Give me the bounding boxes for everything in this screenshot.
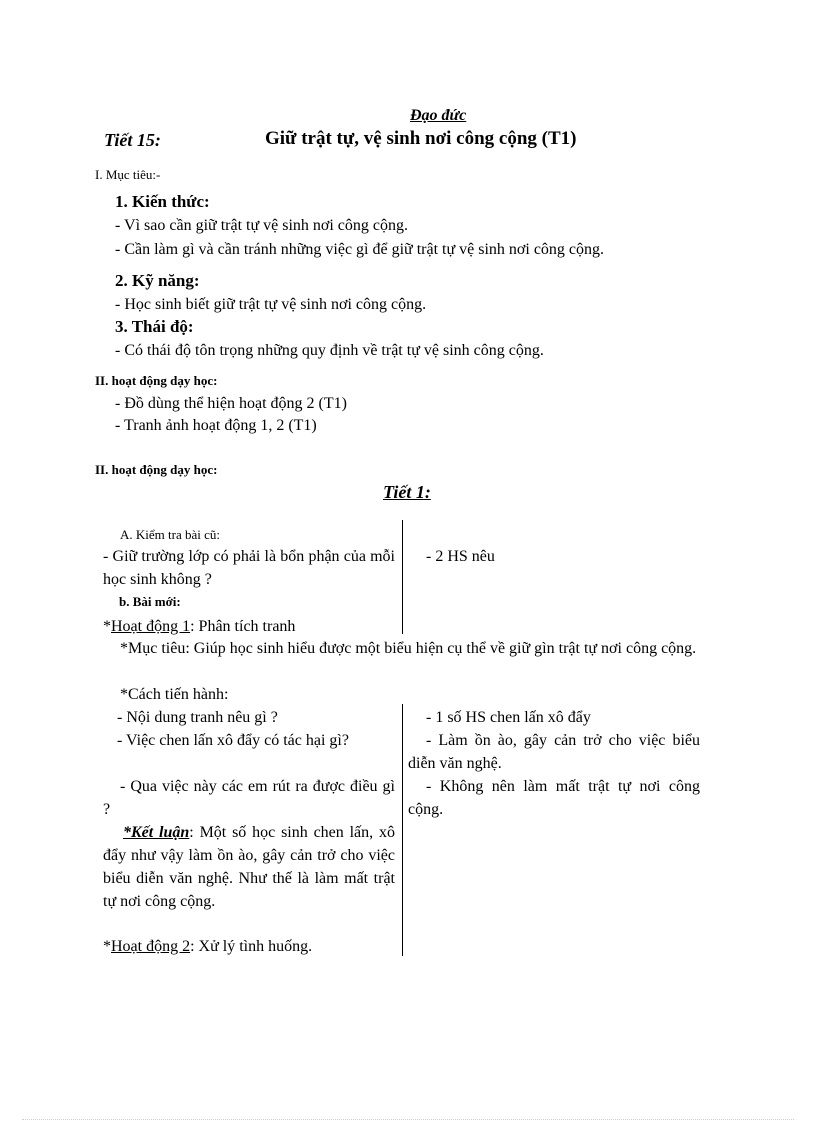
conclusion — [103, 821, 395, 913]
activity-1-label: Hoạt động 1 — [111, 618, 191, 635]
materials-item: - Đồ dùng thể hiện hoạt động 2 (T1) — [115, 395, 347, 412]
objectives-heading: I. Mục tiêu:- — [95, 167, 161, 182]
attitude-item: - Có thái độ tôn trọng những quy định về trật tự vệ sinh công cộng. — [115, 342, 544, 359]
column-divider — [402, 520, 403, 634]
materials-heading: II. hoạt động dạy học: — [95, 373, 218, 388]
activity-2-heading — [103, 935, 312, 958]
period-title: Tiết 1: — [383, 482, 431, 502]
activity-1-heading — [103, 615, 295, 638]
lesson-label: Tiết 15: — [104, 130, 161, 150]
method-label: *Cách tiến hành: — [120, 686, 229, 703]
activity-2-label: Hoạt động 2 — [111, 938, 191, 955]
answer-3: - Không nên làm mất trật tự nơi công cộng. — [408, 778, 700, 818]
new-lesson-heading: b. Bài mới: — [119, 594, 181, 609]
knowledge-title: 1. Kiến thức: — [115, 192, 210, 211]
subject-title: Đạo đức — [410, 107, 467, 124]
activity-2-title: : Xử lý tình huống. — [190, 938, 313, 955]
lesson-title: Giữ trật tự, vệ sinh nơi công cộng (T1) — [265, 128, 577, 149]
materials-item: - Tranh ảnh hoạt động 1, 2 (T1) — [115, 417, 317, 434]
conclusion-text: : Một số học sinh chen lấn, xô đẩy như vậy làm ồn ào, gây cản trở cho việc biểu diễn văn nghệ. Như thế là làm mất trật tự nơi công cộng. — [103, 824, 395, 910]
page-bottom-rule — [22, 1119, 794, 1120]
activity-2-prefix: * — [103, 938, 111, 955]
activity-1-title: : Phân tích tranh — [190, 618, 296, 635]
conclusion-label: *Kết luận — [123, 824, 190, 841]
question-3: - Qua việc này các em rút ra được điều gì ? — [103, 778, 395, 818]
objective-text: *Mục tiêu: Giúp học sinh hiểu được một biểu hiện cụ thể về giữ gìn trật tự nơi công cộng. — [120, 640, 697, 657]
activities-heading: II. hoạt động dạy học: — [95, 462, 218, 477]
knowledge-item: - Vì sao cần giữ trật tự vệ sinh nơi công cộng. — [115, 217, 409, 234]
answer-1: - 1 số HS chen lấn xô đẩy — [426, 709, 591, 726]
skills-title: 2. Kỹ năng: — [115, 271, 200, 290]
attitude-title: 3. Thái độ: — [115, 317, 194, 336]
activity-1-prefix: * — [103, 618, 111, 635]
knowledge-item: - Cần làm gì và cần tránh những việc gì để giữ trật tự vệ sinh nơi công cộng. — [115, 241, 605, 258]
column-divider — [402, 704, 403, 956]
question-2: - Việc chen lấn xô đẩy có tác hại gì? — [117, 732, 349, 749]
skills-item: - Học sinh biết giữ trật tự vệ sinh nơi công cộng. — [115, 296, 427, 313]
question-1: - Nội dung tranh nêu gì ? — [117, 709, 278, 726]
review-heading: A. Kiểm tra bài cũ: — [120, 527, 220, 542]
answer-2: - Làm ồn ào, gây cản trở cho việc biểu diễn văn nghệ. — [408, 732, 700, 772]
review-answer: - 2 HS nêu — [426, 548, 495, 565]
review-question: - Giữ trường lớp có phải là bổn phận của mỗi học sinh không ? — [103, 548, 395, 588]
